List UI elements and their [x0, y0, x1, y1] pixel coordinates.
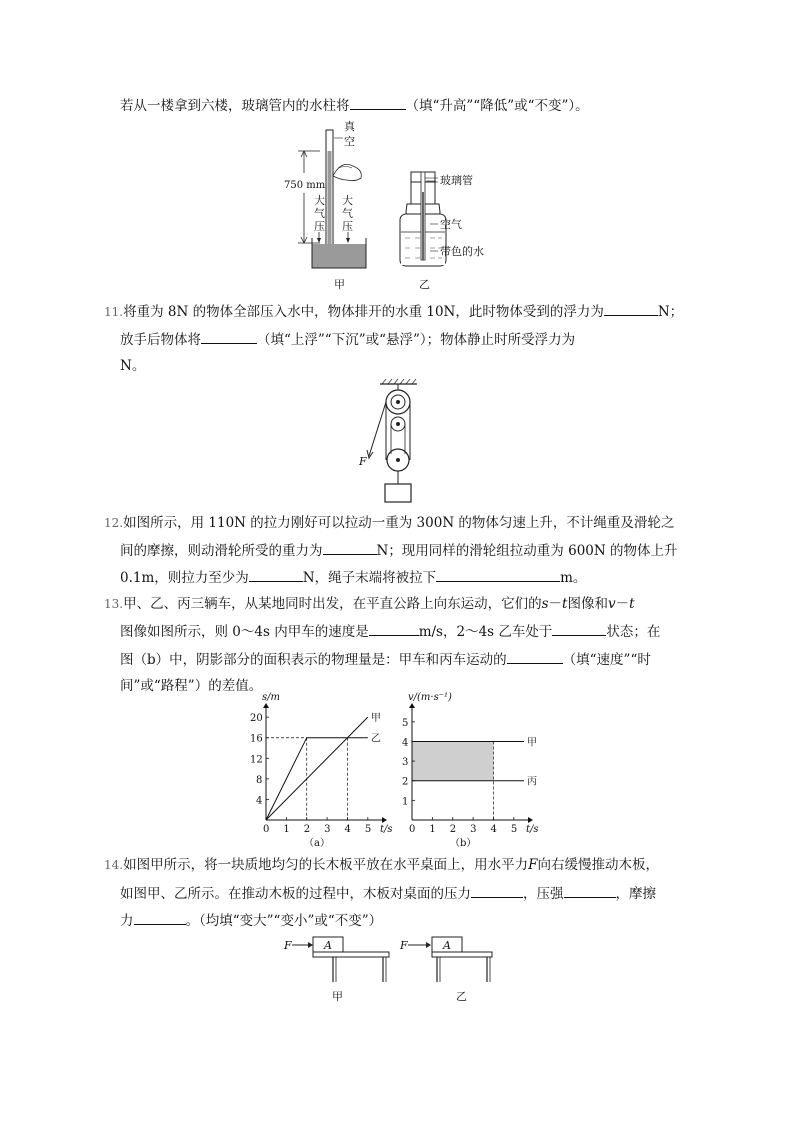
q14-text-2b: ，压强: [523, 886, 564, 902]
q10-atm-left-3: 压: [314, 220, 325, 233]
q10-air-label: 空气: [440, 218, 462, 231]
q14-text-1a: 如图甲所示，将一块质地均匀的长木板平放在水平桌面上，用水平力: [123, 857, 529, 873]
q13-text-2a: 图像如图所示，则 0～4s 内甲车的速度是: [120, 624, 369, 640]
q13-v: v: [607, 596, 616, 612]
q10-atm-left-2: 气: [314, 207, 325, 220]
y-axis-arrow: [263, 703, 269, 708]
q13-blank-1[interactable]: [369, 622, 419, 636]
q14-force-right: F: [400, 939, 408, 952]
y-tick-label: 8: [256, 774, 263, 786]
y-tick-label: 16: [250, 733, 263, 745]
q13-s: s: [541, 596, 549, 612]
series-line-1: [266, 717, 368, 820]
q13-text-1b: 图像和: [567, 596, 608, 612]
q11-line-2: [120, 330, 575, 349]
q12-text-3b: N，绳子末端将被拉下: [302, 570, 437, 586]
y-axis-label: v/(m·s⁻¹): [408, 692, 452, 703]
q11-text-2a: 放手后物体将: [120, 332, 201, 348]
x-axis-label: t/s: [526, 824, 539, 835]
x-tick-label: 3: [324, 824, 331, 835]
x-tick-label: 4: [344, 824, 351, 835]
q14-blank-3[interactable]: [134, 911, 186, 925]
q12-pulley-figure: [355, 376, 435, 506]
q13-t: t: [562, 596, 568, 612]
q10-colored-water-label: 带色的水: [440, 245, 484, 258]
chart-a-s-t: [244, 692, 394, 849]
x-tick-label: 0: [409, 824, 416, 835]
q12-force-label: F: [359, 455, 367, 468]
q13-text-2b: m/s，2～4s 乙车处于: [418, 624, 553, 640]
q12-text-2b: N；现用同样的滑轮组拉动重为 600N 的物体上升: [376, 543, 678, 559]
q12-text-1: 如图所示，用 110N 的拉力刚好可以拉动一重为 300N 的物体匀速上升，不计绳重及滑轮之: [123, 515, 675, 531]
y-tick-label: 1: [402, 796, 409, 808]
x-axis-arrow: [382, 817, 387, 823]
q12-text-3c: m。: [560, 570, 587, 586]
y-tick-label: 3: [402, 757, 409, 769]
x-tick-label: 0: [263, 824, 270, 835]
x-tick-label: 2: [449, 824, 457, 835]
q11-blank-2[interactable]: [201, 330, 257, 344]
series-label-2: 乙: [370, 733, 381, 745]
q10-text-a: 若从一楼拿到六楼，玻璃管内的水柱将: [120, 98, 350, 114]
series-label-2: 丙: [527, 776, 537, 788]
q10-text-b: （填“升高”“降低”或“不变”）。: [405, 98, 589, 114]
y-axis-label: s/m: [262, 692, 280, 703]
series-line-2: [266, 738, 368, 820]
chart-b-v-t: [390, 692, 540, 849]
q13-text-4: 间”或“路程”）的差值。: [120, 678, 263, 694]
q14-text-1b: 向右缓慢推动木板，: [537, 857, 659, 873]
q14-text-2c: ，摩擦: [615, 886, 656, 902]
q13-line-1: [104, 595, 635, 613]
q12-blank-1[interactable]: [323, 541, 377, 555]
series-label-1: 甲: [370, 713, 381, 725]
x-tick-label: 5: [364, 824, 372, 835]
q10-caption-right: 乙: [419, 278, 430, 291]
q13-blank-2[interactable]: [552, 622, 606, 636]
q13-t2: t: [629, 596, 635, 612]
q11-text-1a: 将重为 8N 的物体全部压入水中，物体排开的水重 10N，此时物体受到的浮力为: [123, 304, 604, 320]
q10-atm-right-1: 大: [342, 194, 353, 207]
q11-text-2b: （填“上浮”“下沉”或“悬浮”）；物体静止时所受浮力为: [257, 332, 576, 348]
q11-number: 11.: [104, 305, 124, 319]
x-tick-label: 1: [283, 824, 290, 835]
q14-line-1: [104, 856, 659, 874]
q12-line-3: [120, 568, 586, 587]
q10-atm-left-1: 大: [314, 194, 325, 207]
x-axis-arrow: [528, 817, 533, 823]
q14-number: 14.: [104, 858, 124, 872]
x-axis-label: t/s: [380, 824, 393, 835]
x-tick-label: 4: [490, 824, 497, 835]
q13-text-3b: （填“速度”“时: [562, 652, 651, 668]
y-tick-label: 4: [402, 737, 409, 749]
q10-vacuum-1: 真: [344, 120, 355, 133]
q11-blank-1[interactable]: [604, 302, 658, 316]
q10-caption-left: 甲: [334, 278, 345, 291]
q10-line-1: [120, 96, 589, 115]
x-tick-label: 3: [470, 824, 477, 835]
q13-number: 13.: [104, 597, 124, 611]
q14-text-2a: 如图甲、乙所示。在推动木板的过程中，木板对桌面的压力: [120, 886, 471, 902]
q12-blank-3[interactable]: [436, 568, 560, 582]
q11-line-3: [120, 357, 145, 375]
q10-glass-tube-label: 玻璃管: [440, 174, 473, 187]
q14-caption-right: 乙: [456, 990, 467, 1003]
q13-line-4: [120, 677, 262, 695]
q13-text-1a: 甲、乙、丙三辆车，从某地同时出发，在平直公路上向东运动，它们的: [123, 596, 542, 612]
q14-block-right: A: [443, 939, 451, 952]
q14-blank-1[interactable]: [471, 884, 523, 898]
q12-line-2: [120, 541, 677, 560]
y-tick-label: 20: [250, 713, 263, 725]
q13-dash-2: －: [615, 596, 630, 612]
y-axis-arrow: [409, 703, 415, 708]
q12-line-1: [104, 514, 674, 532]
q10-blank-1[interactable]: [350, 96, 406, 110]
x-tick-label: 5: [510, 824, 518, 835]
q14-line-2: [120, 884, 656, 903]
q14-force-left: F: [284, 939, 292, 952]
q10-vacuum-2: 空: [344, 135, 355, 148]
q11-line-1: [104, 302, 683, 321]
q10-height-label: 750 mm: [284, 180, 326, 191]
shaded-area: [412, 741, 493, 780]
q10-atm-right-3: 压: [342, 220, 353, 233]
q13-line-2: [120, 622, 660, 641]
q14-F: F: [528, 857, 538, 873]
q12-text-3a: 0.1m，则拉力至少为: [120, 570, 249, 586]
q14-blank-2[interactable]: [564, 884, 616, 898]
q14-text-3a: 力: [120, 913, 134, 929]
q12-number: 12.: [104, 516, 124, 530]
y-tick-label: 2: [402, 776, 409, 788]
q13-line-3: [120, 650, 651, 669]
q14-line-3: [120, 911, 382, 930]
chart-caption: （a）: [304, 838, 330, 849]
q12-text-2a: 间的摩擦，则动滑轮所受的重力为: [120, 543, 323, 559]
q14-figure: [282, 932, 512, 1007]
x-tick-label: 2: [303, 824, 311, 835]
q10-atm-right-2: 气: [342, 207, 353, 220]
q14-caption-left: 甲: [332, 990, 343, 1003]
q14-text-3b: 。（均填“变大”“变小”或“不变”）: [185, 913, 383, 929]
y-tick-label: 4: [256, 795, 263, 807]
q13-text-2c: 状态；在: [606, 624, 661, 640]
y-tick-label: 12: [250, 754, 263, 766]
q13-text-3a: 图（b）中，阴影部分的面积表示的物理量是：甲车和丙车运动的: [120, 652, 507, 668]
q11-text-3: N。: [120, 358, 146, 374]
q10-figure: [270, 118, 510, 293]
chart-caption: （b）: [450, 838, 477, 849]
x-tick-label: 1: [429, 824, 436, 835]
q14-block-left: A: [324, 939, 332, 952]
q11-text-1b: N；: [657, 304, 684, 320]
q13-blank-3[interactable]: [507, 650, 563, 664]
q13-dash-1: －: [548, 596, 563, 612]
q12-blank-2[interactable]: [249, 568, 303, 582]
series-label-1: 甲: [527, 737, 537, 749]
y-tick-label: 5: [402, 717, 409, 729]
